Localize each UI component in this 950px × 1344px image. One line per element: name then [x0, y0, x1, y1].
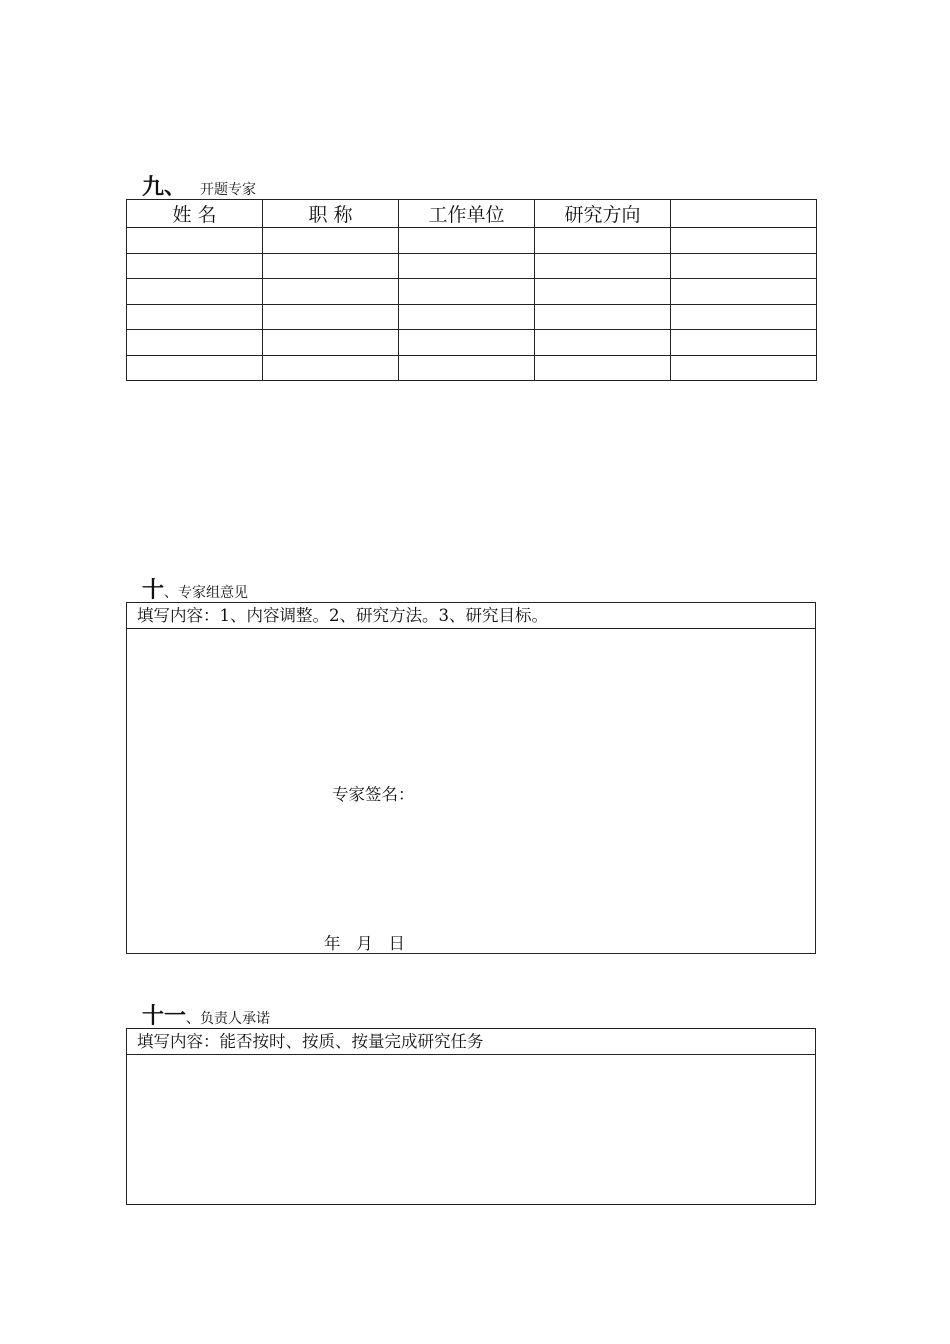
experts-table: [126, 199, 817, 381]
table-cell[interactable]: [127, 330, 263, 356]
table-cell[interactable]: [127, 355, 263, 381]
header-research-direction: 研究方向: [535, 200, 671, 228]
table-cell[interactable]: [399, 304, 535, 330]
expert-signature-label: 专家签名：: [332, 785, 415, 804]
table-cell[interactable]: [535, 355, 671, 381]
section-10-heading: [142, 579, 248, 601]
table-cell[interactable]: [399, 330, 535, 356]
section-10-title: 、专家组意见: [164, 585, 249, 601]
table-cell[interactable]: [127, 304, 263, 330]
table-cell[interactable]: [399, 279, 535, 305]
table-cell[interactable]: [535, 330, 671, 356]
table-cell[interactable]: [671, 279, 817, 305]
section-9-title: 开题专家: [200, 182, 257, 198]
expert-date-label: 年 月 日: [324, 934, 405, 953]
commitment-box: [126, 1028, 816, 1205]
table-cell[interactable]: [671, 330, 817, 356]
table-cell[interactable]: [263, 330, 399, 356]
section-9-heading: [142, 176, 256, 198]
expert-opinion-area[interactable]: [127, 629, 815, 953]
expert-opinion-instruction: 填写内容：1、内容调整。2、研究方法。3、研究目标。: [127, 603, 815, 629]
table-cell[interactable]: [127, 253, 263, 279]
header-title: 职 称: [263, 200, 399, 228]
table-cell[interactable]: [127, 279, 263, 305]
header-workplace: 工作单位: [399, 200, 535, 228]
section-11-number: 十一: [142, 1003, 187, 1029]
table-cell[interactable]: [671, 304, 817, 330]
header-name: 姓 名: [127, 200, 263, 228]
table-row: [127, 279, 817, 305]
table-cell[interactable]: [671, 228, 817, 254]
table-row: [127, 253, 817, 279]
table-cell[interactable]: [127, 228, 263, 254]
table-cell[interactable]: [399, 355, 535, 381]
table-row: [127, 355, 817, 381]
commitment-area[interactable]: [127, 1055, 815, 1204]
table-cell[interactable]: [671, 355, 817, 381]
table-cell[interactable]: [399, 228, 535, 254]
experts-table-header: [127, 200, 817, 228]
table-cell[interactable]: [263, 304, 399, 330]
table-cell[interactable]: [535, 279, 671, 305]
table-cell[interactable]: [263, 279, 399, 305]
section-11-title: 、负责人承诺: [186, 1011, 271, 1027]
table-cell[interactable]: [399, 253, 535, 279]
table-cell[interactable]: [671, 253, 817, 279]
commitment-instruction: 填写内容：能否按时、按质、按量完成研究任务: [127, 1029, 815, 1055]
table-cell[interactable]: [535, 304, 671, 330]
table-row: [127, 330, 817, 356]
table-cell[interactable]: [263, 228, 399, 254]
table-cell[interactable]: [263, 253, 399, 279]
expert-opinion-box: [126, 602, 816, 954]
table-cell[interactable]: [263, 355, 399, 381]
table-cell[interactable]: [535, 253, 671, 279]
section-9-number: 九、: [142, 174, 187, 200]
table-cell[interactable]: [535, 228, 671, 254]
section-11-heading: [142, 1005, 270, 1027]
header-extra: [671, 200, 817, 228]
table-row: [127, 304, 817, 330]
table-row: [127, 228, 817, 254]
section-10-number: 十: [142, 577, 165, 603]
